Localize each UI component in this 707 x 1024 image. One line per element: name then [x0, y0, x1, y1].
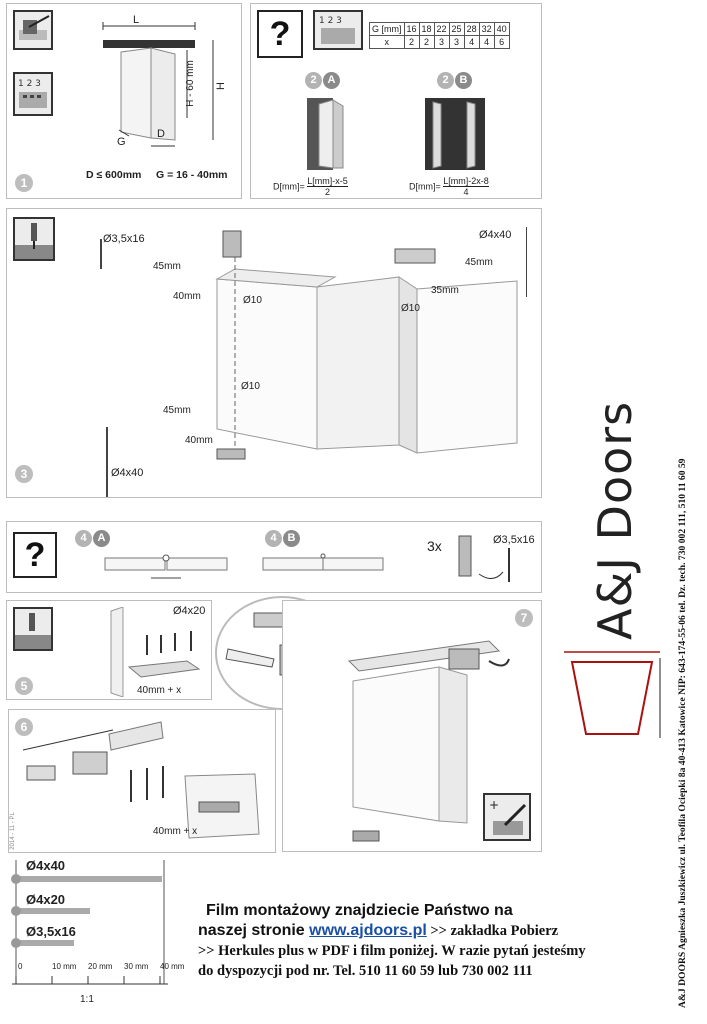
ruler-tick-30: 30 mm: [124, 962, 149, 971]
variant-2b: [437, 72, 473, 89]
step-4-panel: [6, 521, 542, 593]
step-number: 6: [15, 718, 33, 736]
step-number: 7: [515, 609, 533, 627]
diameter-10-bottom: Ø10: [241, 381, 260, 392]
screw-label: Ø4x20: [173, 605, 206, 617]
track-install-drawing: [13, 714, 273, 850]
table-header-cell: 25: [449, 23, 464, 36]
table-header-label: G [mm]: [370, 23, 405, 36]
screw-label-top-right: Ø4x40: [479, 229, 512, 241]
ruler-screw-3: Ø3,5x16: [26, 924, 76, 939]
side-code: 2014 - 11 - PL: [9, 812, 16, 850]
measure-label: 40mm + x: [137, 685, 182, 696]
variant-2a: [305, 72, 341, 89]
step-5-panel: [6, 600, 212, 700]
step-number: 1: [15, 174, 33, 192]
variant-letter: A: [323, 72, 340, 89]
table-value-cell: 4: [479, 36, 494, 49]
variant-letter: A: [93, 530, 110, 547]
dimension-d: D: [157, 128, 165, 140]
step-number: 5: [15, 677, 33, 695]
table-value-cell: 2: [404, 36, 419, 49]
step-1-panel: [6, 3, 242, 199]
door-2a-drawing: [299, 96, 359, 176]
measure-45-bottom: 45mm: [163, 405, 191, 416]
variant-number: 2: [437, 72, 454, 89]
drill-icon: [13, 607, 53, 651]
hinge-4b-drawing: [261, 552, 401, 582]
calculation-icon: [13, 72, 53, 116]
diameter-10-top-right: Ø10: [401, 303, 420, 314]
ruler-tick-20: 20 mm: [88, 962, 113, 971]
brand-logo-text: A&J Doors: [588, 400, 642, 640]
table-header-cell: 40: [494, 23, 509, 36]
bottom-guide-drawing: [107, 607, 207, 697]
svg-text:+: +: [489, 798, 500, 812]
table-value-cell: 6: [494, 36, 509, 49]
door-hardware-drawing: [87, 217, 527, 497]
calculation-icon: [313, 10, 363, 50]
measure-40-bottom: 40mm: [185, 435, 213, 446]
screw-ruler: [8, 860, 188, 1010]
variant-number: 2: [305, 72, 322, 89]
g-x-table: [369, 22, 510, 49]
table-value-cell: 2: [419, 36, 434, 49]
table-header-cell: 16: [404, 23, 419, 36]
formula-numerator: L[mm]-2x-8: [443, 176, 489, 186]
footer-line-4: do dyspozycji pod nr. Tel. 510 11 60 59 lub 730 002 111: [198, 963, 533, 979]
svg-text:1 2 3: 1 2 3: [319, 16, 342, 26]
step-7-panel: [282, 600, 542, 852]
ruler-tick-10: 10 mm: [52, 962, 77, 971]
tape-measure-icon: [13, 10, 53, 50]
dimension-g: G: [117, 136, 126, 148]
door-2b-drawing: [421, 96, 493, 176]
company-info-vertical: A&J DOORS Agnieszka Juszkiewicz ul. Teofila Ociepki 8a 40-413 Katowice NIP: 643-174-55-06 tel. Dz. tech. 730 002 111, 510 11 60 59: [677, 458, 688, 1008]
variant-number: 4: [75, 530, 92, 547]
dimension-l: L: [133, 14, 140, 26]
table-header-cell: 32: [479, 23, 494, 36]
ruler-tick-40: 40 mm: [160, 962, 185, 971]
brand-logo-icon: [560, 640, 670, 740]
formula-numerator: L[mm]-x-5: [307, 176, 348, 186]
table-value-cell: 3: [449, 36, 464, 49]
measure-35-top-right: 35mm: [431, 285, 459, 296]
svg-text:1 2 3: 1 2 3: [18, 79, 41, 89]
condition-g: G = 16 - 40mm: [156, 169, 228, 181]
variant-4b: [265, 530, 301, 547]
footer-line-1: Film montażowy znajdziecie Państwo na: [206, 902, 513, 919]
screw-label-top-left: Ø3,5x16: [103, 233, 145, 245]
variant-letter: B: [283, 530, 300, 547]
screw-label-bottom: Ø4x40: [111, 467, 144, 479]
measure-45-top-right: 45mm: [465, 257, 493, 268]
formula-lhs: D[mm]=: [409, 181, 441, 192]
question-mark-icon: ?: [257, 10, 303, 58]
dimension-h: H: [214, 82, 227, 90]
question-mark-icon: ?: [13, 532, 57, 578]
formula-2a: [273, 176, 348, 197]
website-link[interactable]: www.ajdoors.pl: [309, 922, 427, 939]
formula-denominator: 4: [463, 187, 469, 197]
ruler-tick-0: 0: [18, 962, 23, 971]
table-header-cell: 22: [434, 23, 449, 36]
condition-d: D ≤ 600mm: [86, 169, 142, 181]
ruler-screw-2: Ø4x20: [26, 892, 66, 907]
diameter-10-top-left: Ø10: [243, 295, 262, 306]
ruler-screw-1: Ø4x40: [26, 858, 66, 873]
measure-40-top-left: 40mm: [173, 291, 201, 302]
measure-45-top-left: 45mm: [153, 261, 181, 272]
formula-lhs: D[mm]=: [273, 181, 305, 192]
hinge-screw-label: Ø3,5x16: [493, 534, 535, 546]
step-3-panel: [6, 208, 542, 498]
step-number: 3: [15, 465, 33, 483]
step-2-panel: [250, 3, 542, 199]
footer-line-2: naszej stronie www.ajdoors.pl >> zakładka Pobierz: [198, 922, 559, 939]
measure-label: 40mm + x: [153, 826, 198, 837]
hinge-count: 3x: [427, 538, 442, 554]
variant-number: 4: [265, 530, 282, 547]
footer-note: [198, 902, 678, 982]
table-header-cell: 28: [464, 23, 479, 36]
drill-icon: [13, 217, 55, 261]
ruler-scale: 1:1: [80, 994, 94, 1005]
formula-denominator: 2: [325, 187, 331, 197]
step-6-panel: [8, 709, 276, 853]
formula-2b: [409, 176, 489, 197]
dimension-h-minus-60: H - 60 mm: [184, 60, 196, 107]
table-row-label: x: [370, 36, 405, 49]
footer-line-3: >> Herkules plus w PDF i film poniżej. W razie pytań jesteśmy: [198, 943, 586, 959]
table-header-cell: 18: [419, 23, 434, 36]
variant-4a: [75, 530, 111, 547]
table-value-cell: 3: [434, 36, 449, 49]
variant-letter: B: [455, 72, 472, 89]
hinge-4a-drawing: [103, 552, 243, 588]
adjust-wrench-icon: [483, 793, 531, 841]
table-value-cell: 4: [464, 36, 479, 49]
